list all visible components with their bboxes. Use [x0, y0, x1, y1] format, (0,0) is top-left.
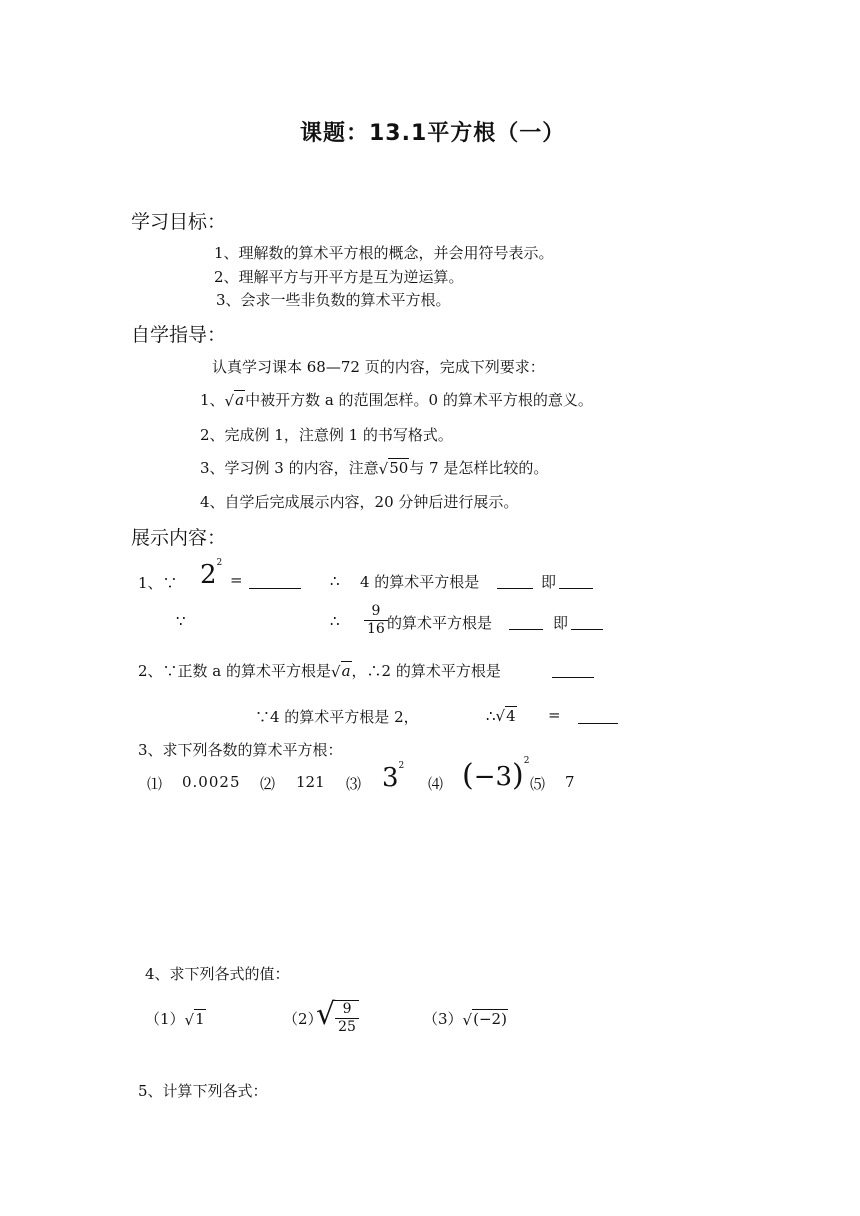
q1-base: 2 [200, 560, 217, 590]
guidance-item-2: 2、完成例 1，注意例 1 的书写格式。 [200, 426, 453, 444]
guidance-item-1-num: 1、 [200, 391, 225, 409]
q4-item-2-frac-num: 9 [342, 1001, 352, 1017]
q2-line-1-post: ，∴2 的算术平方根是 [351, 662, 501, 680]
left-paren: ( [462, 758, 474, 793]
q4-heading: 4、求下列各式的值： [145, 965, 290, 983]
q1-blank-2[interactable] [497, 574, 533, 589]
guidance-item-3-post: 与 7 是怎样比较的。 [409, 459, 549, 477]
right-paren: ) [512, 758, 524, 793]
q2-line-1-pre: 2、∵正数 a 的算术平方根是 [138, 662, 332, 680]
guidance-item-4: 4、自学后完成展示内容，20 分钟后进行展示。 [200, 493, 519, 511]
q1-therefore: ∴ [330, 572, 340, 590]
q1-fraction [364, 603, 388, 638]
q2-blank-2[interactable] [578, 709, 618, 724]
q4-item-3 [423, 1008, 508, 1029]
q3-item-1-num: ⑴ [147, 775, 163, 793]
q1-because-2: ∵ [176, 612, 186, 630]
objectives-heading: 学习目标： [131, 211, 227, 233]
q2-line-2a: ∵4 的算术平方根是 2， [255, 708, 419, 726]
q1-text-1: 4 的算术平方根是 [360, 573, 480, 591]
q4-item-1 [145, 1008, 206, 1029]
objective-item-2: 2、理解平方与开平方是互为逆运算。 [214, 268, 464, 286]
q2-line-1 [138, 660, 501, 681]
q1-blank-1[interactable] [249, 574, 301, 589]
radical-sign: √ [184, 1011, 195, 1029]
q3-item-2-value: 121 [296, 773, 325, 791]
radical-sign: √ [331, 663, 341, 681]
q3-item-3-base: 3 [382, 763, 399, 793]
q3-item-1-value: 0.0025 [182, 773, 241, 791]
q2-therefore: ∴ [486, 707, 496, 725]
radical-sign: √ [378, 460, 389, 478]
q4-item-3-radicand: (−2) [473, 1010, 507, 1028]
q4-item-2-sqrt-frac [316, 994, 359, 1036]
radicand-50: 50 [389, 459, 409, 477]
q1-therefore-2: ∴ [330, 612, 340, 630]
objective-item-3: 3、会求一些非负数的算术平方根。 [216, 291, 451, 309]
q2-blank-1[interactable] [552, 663, 594, 678]
q3-item-4-power [462, 758, 530, 793]
page-title: 课题：13.1平方根（一） [300, 121, 566, 146]
radical-sign: √ [316, 997, 336, 1032]
q3-heading: 3、求下列各数的算术平方根： [138, 741, 343, 759]
q1-ji-2: 即 [553, 614, 569, 632]
q4-item-1-num: （1） [145, 1010, 185, 1028]
guidance-intro: 认真学习课本 68—72 页的内容，完成下列要求： [212, 358, 545, 376]
q1-equals: = [230, 571, 243, 589]
guidance-item-1 [200, 389, 593, 410]
q1-ji: 即 [541, 573, 557, 591]
radical-sign: √ [224, 392, 235, 410]
q2-line-2b [486, 706, 517, 725]
q1-text-2: 的算术平方根是 [387, 614, 493, 632]
q3-item-5-num: ⑸ [530, 775, 546, 793]
q1-blank-4[interactable] [509, 615, 543, 630]
q3-item-2-num: ⑵ [260, 775, 276, 793]
q2-radicand-4: 4 [506, 707, 516, 725]
q1-exp: 2 [216, 558, 223, 568]
q3-item-4-exp: 2 [523, 756, 530, 766]
guidance-item-3-pre: 3、学习例 3 的内容，注意 [200, 459, 379, 477]
q1-power [200, 560, 222, 590]
q5-heading: 5、计算下列各式： [138, 1082, 268, 1100]
q3-item-3-num: ⑶ [346, 775, 362, 793]
q4-item-3-num: （3） [423, 1010, 463, 1028]
display-heading: 展示内容： [131, 527, 227, 549]
objective-item-1: 1、理解数的算术平方根的概念，并会用符号表示。 [214, 244, 554, 262]
q3-item-3-exp: 2 [398, 761, 405, 771]
q1-blank-5[interactable] [571, 615, 603, 630]
radical-sign: √ [495, 707, 506, 725]
q2-equals: = [548, 706, 561, 724]
q4-item-1-radicand: 1 [195, 1010, 205, 1028]
q1-frac-num: 9 [371, 603, 381, 619]
q3-item-5-value: 7 [565, 773, 575, 791]
q1-label: 1、∵ [138, 574, 178, 592]
radical-sign: √ [462, 1011, 473, 1029]
radicand-a: a [235, 391, 245, 409]
q3-item-4-num: ⑷ [428, 775, 444, 793]
q3-item-3-power [382, 763, 404, 793]
q2-radicand-a: a [341, 662, 351, 680]
q1-frac-den: 16 [364, 620, 388, 638]
guidance-item-1-text: 中被开方数 a 的范围怎样。0 的算术平方根的意义。 [245, 391, 593, 409]
q4-item-2-frac-den: 25 [335, 1018, 359, 1036]
q1-blank-3[interactable] [559, 574, 593, 589]
guidance-heading: 自学指导： [131, 324, 227, 346]
q3-item-4-base: −3 [473, 762, 513, 792]
q4-item-2-num: （2） [283, 1010, 323, 1028]
guidance-item-3 [200, 457, 548, 478]
